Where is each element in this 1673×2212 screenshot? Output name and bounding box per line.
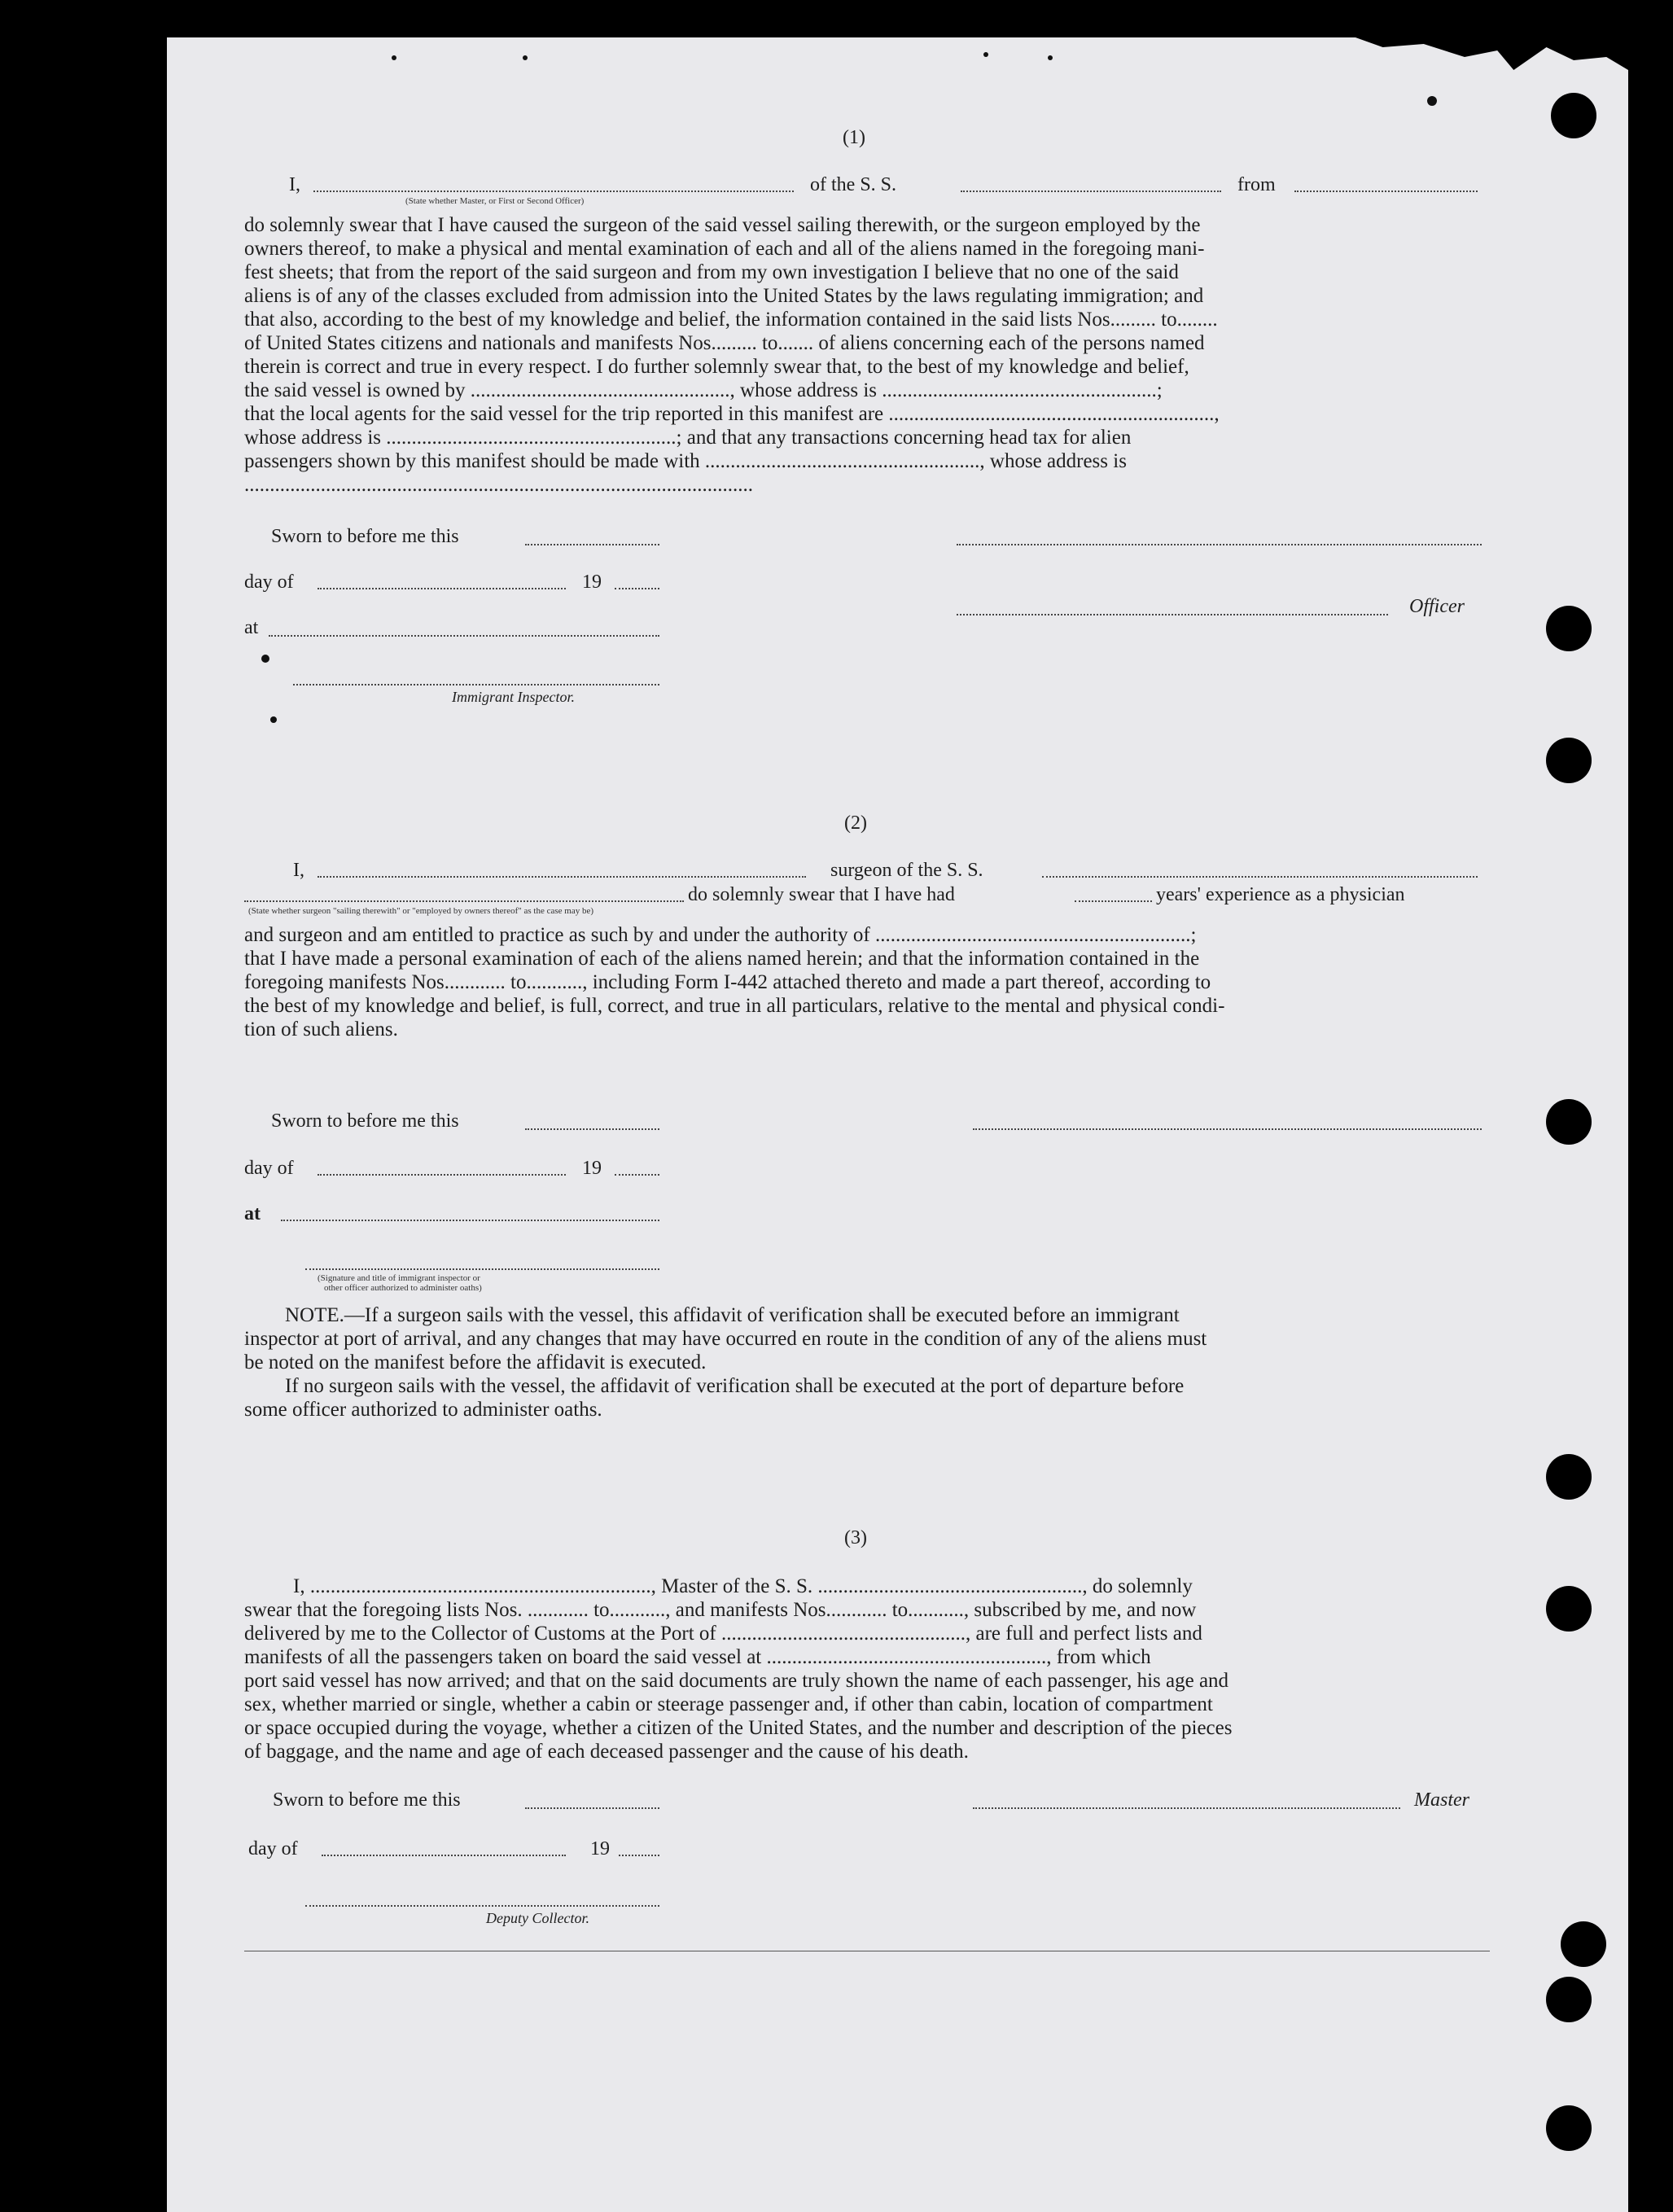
punch-hole <box>1546 1099 1592 1145</box>
ink-speck <box>392 55 396 60</box>
section1-body-line: .................................................................................................... <box>244 474 753 496</box>
section2-note <box>244 1303 1486 1421</box>
section2-year-field[interactable] <box>615 1174 659 1176</box>
section3-body-line: of baggage, and the name and age of each deceased passenger and the cause of his death. <box>244 1741 969 1763</box>
section1-body-line: of United States citizens and nationals and manifests Nos......... to....... of aliens concerning each of the persons named <box>244 332 1205 354</box>
section2-body-line: the best of my knowledge and belief, is full, correct, and true in all particulars, relative to the mental and physical condi- <box>244 995 1225 1017</box>
section1-body-line: aliens is of any of the classes excluded from admission into the United States by the laws regulating immigration; and <box>244 285 1204 307</box>
section2-body-line: that I have made a personal examination of each of the aliens named herein; and that the information contained in the <box>244 948 1200 970</box>
section3-number: (3) <box>844 1527 867 1548</box>
section2-signature-field[interactable] <box>973 1128 1482 1130</box>
section2-day-field[interactable] <box>318 1174 566 1176</box>
ink-speck <box>523 55 528 60</box>
ink-speck <box>261 655 269 663</box>
section1-body-line: owners thereof, to make a physical and mental examination of each and all of the aliens named in the foregoing mani- <box>244 238 1205 260</box>
section2-i: I, <box>293 860 304 881</box>
punch-hole <box>1546 606 1592 651</box>
section1-body-line: that the local agents for the said vessel for the trip reported in this manifest are ................................................................, <box>244 403 1220 425</box>
section2-sworn-label: Sworn to before me this <box>271 1110 459 1132</box>
section1-number: (1) <box>843 127 865 148</box>
surgeon-type-field[interactable] <box>244 900 684 902</box>
inspector-label: Immigrant Inspector. <box>452 689 575 705</box>
master-officer-field[interactable] <box>313 191 794 192</box>
section2-body-line: and surgeon and am entitled to practice as such by and under the authority of ..............................................................; <box>244 924 1197 946</box>
section3-year-label: 19 <box>590 1838 610 1859</box>
note-line: If no surgeon sails with the vessel, the affidavit of verification shall be executed at the port of departure before <box>285 1375 1185 1397</box>
section1-body-line: fest sheets; that from the report of the said surgeon and from my own investigation I believe that no one of the said <box>244 261 1179 283</box>
surgeon-label: surgeon of the S. S. <box>830 860 983 881</box>
administering-officer-field[interactable] <box>305 1268 659 1270</box>
punch-hole <box>1546 1454 1592 1500</box>
surgeon-name-field[interactable] <box>318 876 806 878</box>
section1-body <box>244 213 1486 497</box>
section1-year-label: 19 <box>582 572 602 593</box>
ink-speck <box>1427 96 1437 106</box>
punch-hole <box>1546 1586 1592 1632</box>
section1-body-line: passengers shown by this manifest should be made with ......................................................, whose address is <box>244 450 1127 472</box>
section1-day-field[interactable] <box>318 588 566 589</box>
section2-body-line: tion of such aliens. <box>244 1018 398 1040</box>
ink-speck <box>270 716 277 723</box>
section2-body <box>244 923 1486 1041</box>
punch-hole <box>1561 1921 1606 1967</box>
note-line: be noted on the manifest before the affidavit is executed. <box>244 1351 707 1373</box>
ink-speck <box>1048 55 1053 60</box>
punch-hole <box>1551 93 1596 138</box>
section1-i: I, <box>289 174 300 195</box>
section3-body-line: I, ..................................................................., Master of the S. S. ...................................................., do solemnly <box>293 1575 1193 1597</box>
note-line: inspector at port of arrival, and any changes that may have occurred en route in the condition of any of the aliens must <box>244 1328 1207 1350</box>
section3-sworn-label: Sworn to before me this <box>273 1789 461 1811</box>
punch-hole <box>1546 2105 1592 2151</box>
officer-signature-field[interactable] <box>957 614 1388 615</box>
from-field[interactable] <box>1294 191 1478 192</box>
section3-year-field[interactable] <box>619 1855 659 1856</box>
master-label: Master <box>1414 1789 1469 1811</box>
section1-body-line: whose address is .........................................................; and that any transactions concerning head tax for alien <box>244 427 1132 449</box>
section1-signature-field[interactable] <box>957 544 1482 545</box>
master-officer-note: (State whether Master, or First or Second Officer) <box>405 196 585 206</box>
section1-at-label: at <box>244 617 259 638</box>
section2-year-label: 19 <box>582 1158 602 1179</box>
document-page <box>167 37 1628 2212</box>
surgeon-ship-field[interactable] <box>1042 876 1478 878</box>
section3-body-line: port said vessel has now arrived; and that on the said documents are truly shown the name of each passenger, his age and <box>244 1670 1229 1692</box>
section3-body-line: manifests of all the passengers taken on board the said vessel at ......................................................., from which <box>244 1646 1151 1668</box>
torn-corner <box>1355 37 1628 70</box>
section1-sworn-field[interactable] <box>525 544 659 545</box>
officer-label: Officer <box>1409 596 1465 617</box>
administering-officer-note-2: other officer authorized to administer oaths) <box>324 1283 482 1293</box>
punch-hole <box>1546 738 1592 783</box>
section3-body-line: or space occupied during the voyage, whether a citizen of the United States, and the number and description of the pieces <box>244 1717 1233 1739</box>
section3-body-line: sex, whether married or single, whether a cabin or steerage passenger and, if other than cabin, location of compartment <box>244 1693 1213 1715</box>
section3-day-label: day of <box>248 1838 298 1859</box>
from-label: from <box>1237 174 1276 195</box>
section1-body-line: therein is correct and true in every respect. I do further solemnly swear that, to the best of my knowledge and belief, <box>244 356 1189 378</box>
section1-at-field[interactable] <box>269 635 659 637</box>
section3-body-line: delivered by me to the Collector of Customs at the Port of ................................................, are full and perfect lists and <box>244 1623 1202 1645</box>
section1-body-line: the said vessel is owned by ..................................................., whose address is ......................................................; <box>244 379 1163 401</box>
note-line: NOTE.—If a surgeon sails with the vessel, this affidavit of verification shall be executed before an immigrant <box>285 1304 1180 1326</box>
section2-at-field[interactable] <box>281 1220 659 1221</box>
section1-body-line: do solemnly swear that I have caused the surgeon of the said vessel sailing therewith, or the surgeon employed by the <box>244 214 1201 236</box>
ink-speck <box>983 52 988 57</box>
section2-day-label: day of <box>244 1158 294 1179</box>
section3-day-field[interactable] <box>322 1855 566 1856</box>
section3-body <box>244 1575 1486 1763</box>
inspector-signature-field[interactable] <box>293 684 659 686</box>
of-ss-label: of the S. S. <box>810 174 897 195</box>
section3-sworn-field[interactable] <box>525 1807 659 1809</box>
surgeon-type-note: (State whether surgeon "sailing therewith" or "employed by owners thereof" as the case may be) <box>248 906 594 916</box>
master-signature-field[interactable] <box>973 1807 1400 1809</box>
years-experience-text: years' experience as a physician <box>1156 884 1405 905</box>
note-line: some officer authorized to administer oaths. <box>244 1399 602 1421</box>
deputy-collector-label: Deputy Collector. <box>486 1910 589 1926</box>
punch-hole <box>1546 1977 1592 2022</box>
years-field[interactable] <box>1075 900 1152 902</box>
section2-sworn-field[interactable] <box>525 1128 659 1130</box>
section2-at-label: at <box>244 1203 261 1224</box>
section1-year-field[interactable] <box>615 588 659 589</box>
section2-number: (2) <box>844 813 867 834</box>
surgeon-swear-text: do solemnly swear that I have had <box>688 884 955 905</box>
section1-day-label: day of <box>244 572 294 593</box>
section1-sworn-label: Sworn to before me this <box>271 526 459 547</box>
deputy-collector-signature-field[interactable] <box>305 1905 659 1907</box>
section1-body-line: that also, according to the best of my knowledge and belief, the information contained in the said lists Nos......... to........ <box>244 309 1218 331</box>
section2-body-line: foregoing manifests Nos............ to..........., including Form I-442 attached thereto and made a part thereof, according to <box>244 971 1211 993</box>
ship-name-field[interactable] <box>961 191 1221 192</box>
section3-body-line: swear that the foregoing lists Nos. ............ to..........., and manifests Nos............ to..........., subscribed by me, and now <box>244 1599 1197 1621</box>
administering-officer-note-1: (Signature and title of immigrant inspector or <box>318 1273 480 1283</box>
